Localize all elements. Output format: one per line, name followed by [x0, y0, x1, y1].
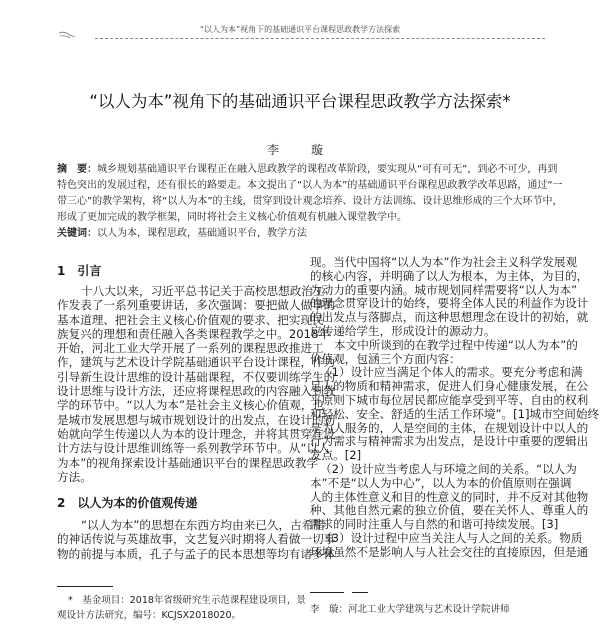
journal-mark-icon [58, 31, 76, 39]
abstract-text: 特色突出的发展过程，还有很长的路要走。本文提出了“以人为本”的基础通识平台课程思政教学改革思路，通过“一 [57, 180, 563, 191]
fund-footnote-line: 观设计方法研究，编号：KCJSX2018020。 [57, 610, 241, 621]
section-heading: 2 以人为本的价值观传递 [57, 496, 198, 511]
body-line: 是城市发展思想与城市规划设计的出发点，在设计的初 [57, 412, 336, 427]
body-line: 为动力的重要内涵。城市规划同样需要将“以人为本” [310, 282, 578, 297]
body-line: 始就向学生传递以人为本的设计理念，并将其贯穿在设 [57, 426, 336, 441]
author-footnote: 李 璇：河北工业大学建筑与艺术设计学院讲师 [310, 604, 510, 615]
body-line: 和轻松、安全、舒适的生活工作环境”。[1]城市空间始终 [310, 406, 600, 421]
abstract-line [57, 178, 563, 194]
body-line: 引导新生设计思维的设计基础课程，不仅要训练学生的 [57, 369, 336, 384]
body-line: 作，建筑与艺术设计学院基础通识平台设计课程，作为 [57, 355, 336, 370]
abstract-text: 城乡规划基础通识平台课程正在融入思政教学的课程改革阶段，要实现从“可有可无”，到必不可少，再到 [97, 164, 558, 175]
running-head: “以人为本”视角下的基础通识平台课程思政教学方法探索 [199, 25, 401, 34]
body-line: 平原则下城市每位居民都应能享受到平等、自由的权利 [310, 392, 589, 407]
keywords-line [57, 226, 545, 242]
body-line: （3）设计过程中应当关注人与人之间的关系。物质 [320, 530, 583, 545]
body-line: 作发表了一系列重要讲话，多次强调：要把做人做事的 [57, 298, 336, 313]
body-line: （1）设计应当满足个体人的需求。要充分考虑和满 [320, 365, 583, 380]
abstract-text: 带三心”的教学架构，将“以人为本”的主线，贯穿到设计观念培养、设计方法训练、设计思维形成的三个大环节中， [57, 196, 563, 207]
body-line: （2）设计应当考虑人与环境之间的关系。“以人为 [320, 461, 577, 476]
abstract-line [57, 194, 563, 210]
body-line: 环境虽然不是影响人与人社会交往的直接原因，但是通 [310, 544, 589, 559]
body-line: 需求的同时注重人与自然的和谐可持续发展。[3] [310, 517, 559, 532]
author-name: 李 璇 [266, 143, 333, 157]
body-line: 本”不是“以人为中心”，以人为本的价值原则在强调 [310, 475, 572, 490]
body-line: 发点。[2] [310, 448, 362, 463]
body-line: 人的主体性意义和目的性意义的同时，并不反对其他物 [310, 489, 589, 504]
body-line: 是为人服务的，人是空间的主体，在规划设计中以人的 [310, 420, 589, 435]
article-title: “以人为本”视角下的基础通识平台课程思政教学方法探索* [89, 92, 511, 111]
body-line: 价值观，包涵三个方面内容： [310, 351, 461, 366]
body-line: 种、其他自然元素的独立价值，要在关怀人、尊重人的 [310, 503, 589, 518]
footnote-rule-left [57, 586, 113, 587]
body-line: 十八大以来，习近平总书记关于高校思想政治工 [81, 284, 325, 298]
body-line: 设计思维与设计方法，还应将课程思政的内容融入到教 [57, 384, 336, 399]
body-line: 应传递给学生，形成设计的源动力。 [310, 323, 496, 338]
body-line: 现。当代中国将“以人为本”作为社会主义科学发展观 [310, 255, 578, 269]
abstract-text: 形成了更加完成的教学框架，同时将社会主义核心价值观有机融入课堂教学中。 [57, 212, 407, 223]
body-line: 的神话传说与英雄故事，文艺复兴时期将人看做一切事 [57, 532, 336, 547]
body-line: 计方法与设计思维训练等一系列教学环节中。从“以人 [57, 441, 330, 456]
body-line: “以人为本”的思想在东西方均由来已久，古希腊 [81, 518, 325, 533]
body-line: 开始，河北工业大学开展了一系列的课程思政推进工 [57, 341, 324, 356]
right-column [310, 255, 600, 560]
body-line: 为本”的视角探索设计基础通识平台的课程思政教学 [57, 455, 319, 470]
body-line: 族复兴的理想和责任融入各类课程教学之中。2018年 [57, 326, 330, 341]
body-line: 的核心内容，并明确了以人为根本，为主体，为目的， [310, 268, 589, 283]
abstract-line [57, 210, 545, 226]
body-line: 足人的物质和精神需求，促进人们身心健康发展，在公 [310, 379, 589, 394]
abstract-label: 摘 要： [57, 164, 97, 175]
body-line: 的出发点与落脚点，而这种思想理念在设计的初始，就 [310, 310, 589, 325]
abstract-line [57, 162, 558, 178]
section-heading: 1 引言 [57, 264, 102, 278]
body-line: 方法。 [57, 469, 92, 484]
body-line: 本文中所谈到的在教学过程中传递“以人为本”的 [334, 337, 578, 352]
footnote-rule-right [352, 592, 368, 593]
footnote-rule-right [310, 592, 344, 593]
header-rule [95, 38, 545, 39]
body-line: 基本道理、把社会主义核心价值观的要求、把实现民 [57, 312, 324, 327]
body-line: 的理念贯穿设计的始终，要将全体人民的利益作为设计 [310, 296, 589, 311]
body-line: 学的环节中。“以人为本”是社会主义核心价值观，也 [57, 398, 325, 413]
body-line: 行为需求与精神需求为出发点，是设计中重要的逻辑出 [310, 434, 589, 449]
body-line: 物的前提与本质，孔子与孟子的民本思想等均有诸多体 [57, 546, 336, 561]
keywords-text: 以人为本，课程思政，基础通识平台，教学方法 [97, 228, 307, 239]
keywords-label: 关键词： [57, 228, 97, 239]
fund-footnote-line: * 基金项目：2018年省级研究生示范课程建设项目，景 [68, 595, 306, 606]
